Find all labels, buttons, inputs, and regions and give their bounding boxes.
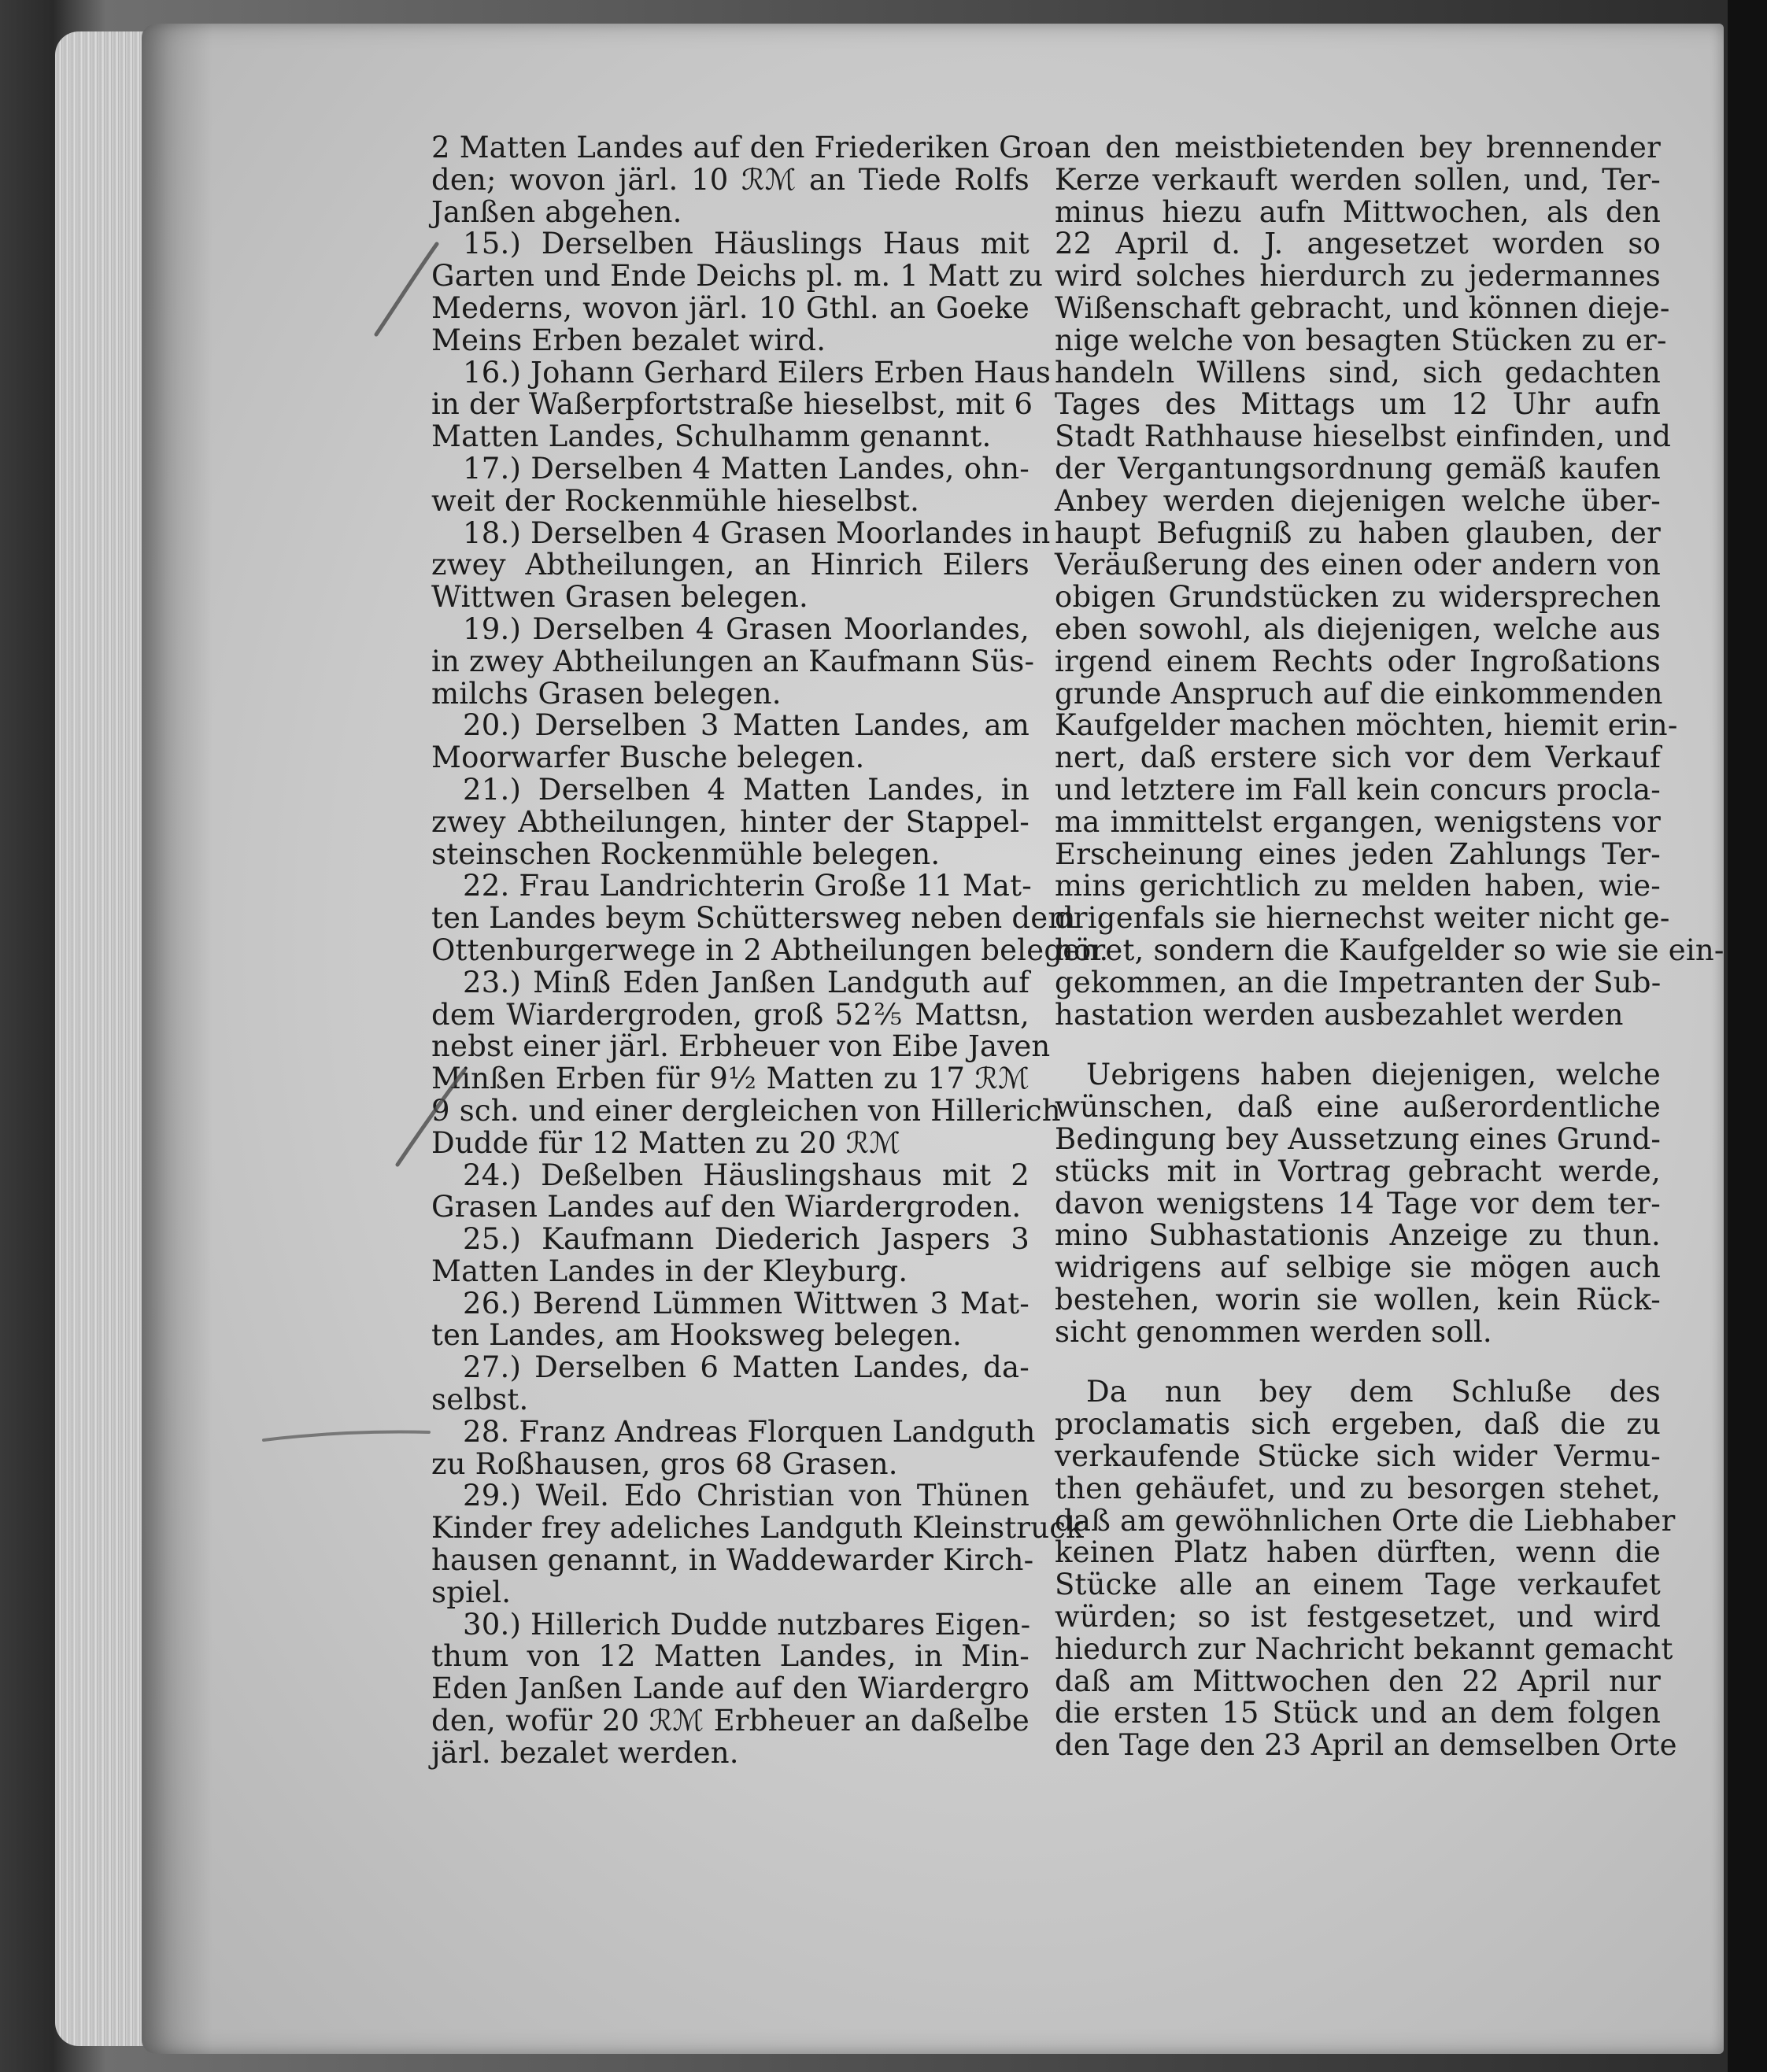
right-column-line: wünschen, daß eine außerordentliche bbox=[1055, 1090, 1661, 1125]
left-column-line: järl. bezalet werden. bbox=[431, 1735, 739, 1770]
left-column-line: Meins Erben bezalet wird. bbox=[431, 323, 826, 357]
right-column-line: Anbey werden diejenigen welche über- bbox=[1055, 483, 1661, 518]
left-column-line: 27.) Derselben 6 Matten Landes, da- bbox=[463, 1350, 1030, 1385]
scan-border bbox=[1728, 0, 1767, 2072]
left-column bbox=[431, 131, 1109, 1770]
right-column-line: Veräußerung des einen oder andern von bbox=[1055, 548, 1661, 582]
right-column-line: wird solches hierdurch zu jedermannes bbox=[1055, 259, 1661, 294]
right-column-line: Wißenschaft gebracht, und können dieje- bbox=[1055, 290, 1670, 325]
right-column-line: verkaufende Stücke sich wider Vermu- bbox=[1055, 1439, 1661, 1474]
left-column-line: 30.) Hillerich Dudde nutzbares Eigen- bbox=[463, 1607, 1031, 1642]
left-column-line: Matten Landes in der Kleyburg. bbox=[431, 1254, 908, 1288]
left-column-line: Mederns, wovon järl. 10 Gthl. an Goeke bbox=[431, 290, 1030, 325]
left-column-line: den; wovon järl. 10 ℛℳ an Tiede Rolfs bbox=[431, 162, 1030, 197]
right-column-line: Erscheinung eines jeden Zahlungs Ter- bbox=[1055, 837, 1661, 871]
left-column-line: Moorwarfer Busche belegen. bbox=[431, 741, 865, 775]
right-column-line: drigenfals sie hiernechst weiter nicht ge- bbox=[1055, 901, 1670, 936]
right-column-line: sicht genommen werden soll. bbox=[1055, 1314, 1492, 1349]
left-column-line: 19.) Derselben 4 Grasen Moorlandes, bbox=[463, 611, 1030, 646]
right-column-line: bestehen, worin sie wollen, kein Rück- bbox=[1055, 1282, 1661, 1317]
left-column-line: ten Landes, am Hooksweg belegen. bbox=[431, 1318, 962, 1353]
right-column-line: proclamatis sich ergeben, daß die zu bbox=[1055, 1407, 1661, 1442]
left-column-line: milchs Grasen belegen. bbox=[431, 676, 782, 711]
right-column-line: Uebrigens haben diejenigen, welche bbox=[1086, 1058, 1661, 1092]
left-column-line: 20.) Derselben 3 Matten Landes, am bbox=[463, 708, 1030, 743]
right-column-line: handeln Willens sind, sich gedachten bbox=[1055, 355, 1661, 390]
right-column-line: widrigens auf selbige sie mögen auch bbox=[1055, 1250, 1661, 1285]
right-column-line: würden; so ist festgesetzet, und wird bbox=[1055, 1600, 1661, 1634]
left-column-line: thum von 12 Matten Landes, in Min- bbox=[431, 1639, 1030, 1674]
right-column-line: daß am Mittwochen den 22 April nur bbox=[1055, 1664, 1661, 1698]
left-column-line: 9 sch. und einer dergleichen von Hillerich bbox=[431, 1093, 1061, 1128]
right-column-line: Stücke alle an einem Tage verkaufet bbox=[1055, 1568, 1661, 1602]
right-column-line: irgend einem Rechts oder Ingroßations bbox=[1055, 644, 1661, 678]
binding-shadow bbox=[142, 24, 213, 2054]
right-column-line: stücks mit in Vortrag gebracht werde, bbox=[1055, 1154, 1661, 1188]
left-column-line: 2 Matten Landes auf den Friederiken Gro- bbox=[431, 131, 1064, 164]
left-column-line: Janßen abgehen. bbox=[431, 194, 682, 229]
left-column-line: Ottenburgerwege in 2 Abtheilungen belegen. bbox=[431, 933, 1109, 967]
left-column-line: zwey Abtheilungen, hinter der Stappel- bbox=[431, 804, 1030, 839]
left-column-line: in der Waßerpfortstraße hieselbst, mit 6 bbox=[431, 387, 1033, 422]
left-column-line: 23.) Minß Eden Janßen Landguth auf bbox=[463, 965, 1030, 999]
right-column-line: Tages des Mittags um 12 Uhr aufn bbox=[1055, 387, 1661, 422]
right-column-line: Kaufgelder machen möchten, hiemit erin- bbox=[1055, 708, 1678, 743]
right-column-line: Da nun bey dem Schluße des bbox=[1086, 1375, 1661, 1409]
right-column-line: und letztere im Fall kein concurs procla- bbox=[1055, 772, 1661, 807]
left-column-line: 21.) Derselben 4 Matten Landes, in bbox=[463, 772, 1030, 807]
right-column-line: eben sowohl, als diejenigen, welche aus bbox=[1055, 611, 1661, 646]
right-column-line: die ersten 15 Stück und an dem folgen bbox=[1055, 1696, 1661, 1730]
right-column-line: den Tage den 23 April an demselben Orte bbox=[1055, 1728, 1677, 1763]
right-column-line: haupt Befugniß zu haben glauben, der bbox=[1055, 515, 1661, 550]
left-column-line: 22. Frau Landrichterin Große 11 Mat- bbox=[463, 869, 1032, 903]
left-column-line: 18.) Derselben 4 Grasen Moorlandes in bbox=[463, 515, 1051, 550]
left-column-line: zwey Abtheilungen, an Hinrich Eilers bbox=[431, 548, 1030, 582]
right-column-line: mins gerichtlich zu melden haben, wie- bbox=[1055, 869, 1661, 903]
left-column-line: ten Landes beym Schüttersweg neben dem bbox=[431, 901, 1076, 936]
right-column-line: Bedingung bey Aussetzung eines Grund- bbox=[1055, 1121, 1662, 1156]
left-column-line: nebst einer järl. Erbheuer von Eibe Javen bbox=[431, 1029, 1051, 1064]
right-column bbox=[1055, 131, 1724, 1763]
left-column-line: 29.) Weil. Edo Christian von Thünen bbox=[463, 1479, 1030, 1513]
left-column-line: zu Roßhausen, gros 68 Grasen. bbox=[431, 1446, 898, 1481]
right-column-line: nige welche von besagten Stücken zu er- bbox=[1055, 323, 1667, 357]
left-column-line: 15.) Derselben Häuslings Haus mit bbox=[463, 227, 1030, 261]
right-column-line: 22 April d. J. angesetzet worden so bbox=[1055, 227, 1661, 261]
left-column-line: 28. Franz Andreas Florquen Landguth bbox=[463, 1414, 1036, 1449]
left-column-line: weit der Rockenmühle hieselbst. bbox=[431, 483, 920, 518]
right-column-line: grunde Anspruch auf die einkommenden bbox=[1055, 676, 1663, 711]
right-column-line: hastation werden ausbezahlet werden bbox=[1055, 997, 1624, 1032]
right-column-line: gekommen, an die Impetranten der Sub- bbox=[1055, 965, 1662, 999]
left-column-line: steinschen Rockenmühle belegen. bbox=[431, 837, 941, 871]
left-column-line: Matten Landes, Schulhamm genannt. bbox=[431, 419, 992, 454]
paragraph-gap bbox=[1055, 1348, 1661, 1376]
right-column-line: Stadt Rathhause hieselbst einfinden, und bbox=[1055, 419, 1672, 454]
right-column-line: Kerze verkauft werden sollen, und, Ter- bbox=[1055, 162, 1661, 197]
left-column-line: Minßen Erben für 9½ Matten zu 17 ℛℳ bbox=[431, 1062, 1030, 1096]
right-column-line: then gehäufet, und zu besorgen stehet, bbox=[1055, 1471, 1661, 1505]
left-column-line: dem Wiardergroden, groß 52⅖ Mattsn, bbox=[431, 997, 1030, 1032]
right-column-line: hiedurch zur Nachricht bekannt gemacht bbox=[1055, 1631, 1673, 1666]
left-column-line: Kinder frey adeliches Landguth Kleinstruck bbox=[431, 1511, 1084, 1546]
right-column-line: ma immittelst ergangen, wenigstens vor bbox=[1055, 804, 1661, 839]
right-column-line: höret, sondern die Kaufgelder so wie sie ein- bbox=[1055, 933, 1724, 967]
left-column-line: Eden Janßen Lande auf den Wiardergro bbox=[431, 1671, 1030, 1706]
right-column-line: daß am gewöhnlichen Orte die Liebhaber bbox=[1055, 1503, 1676, 1538]
left-column-line: Garten und Ende Deichs pl. m. 1 Matt zu bbox=[431, 259, 1044, 294]
left-column-line: Dudde für 12 Matten zu 20 ℛℳ bbox=[431, 1125, 901, 1160]
left-column-line: spiel. bbox=[431, 1575, 512, 1609]
right-column-line: mino Subhastationis Anzeige zu thun. bbox=[1055, 1218, 1661, 1253]
right-column-line: an den meistbietenden bey brennender bbox=[1055, 131, 1661, 164]
left-column-line: 24.) Deßelben Häuslingshaus mit 2 bbox=[463, 1158, 1030, 1192]
left-column-line: Wittwen Grasen belegen. bbox=[431, 580, 808, 615]
left-column-line: 16.) Johann Gerhard Eilers Erben Haus bbox=[463, 355, 1052, 390]
right-column-line: nert, daß erstere sich vor dem Verkauf bbox=[1055, 741, 1661, 775]
right-column-line: keinen Platz haben dürften, wenn die bbox=[1055, 1535, 1661, 1570]
left-column-line: hausen genannt, in Waddewarder Kirch- bbox=[431, 1543, 1034, 1578]
left-column-line: selbst. bbox=[431, 1383, 529, 1417]
left-column-line: Grasen Landes auf den Wiardergroden. bbox=[431, 1190, 1022, 1224]
right-column-line: minus hiezu aufn Mittwochen, als den bbox=[1055, 194, 1661, 229]
paragraph-gap bbox=[1055, 1031, 1661, 1059]
left-column-line: 26.) Berend Lümmen Wittwen 3 Mat- bbox=[463, 1286, 1030, 1320]
left-column-line: in zwey Abtheilungen an Kaufmann Süs- bbox=[431, 644, 1035, 678]
left-column-line: den, wofür 20 ℛℳ Erbheuer an daßelbe bbox=[431, 1704, 1030, 1738]
left-column-line: 25.) Kaufmann Diederich Jaspers 3 bbox=[463, 1222, 1030, 1257]
left-column-line: 17.) Derselben 4 Matten Landes, ohn- bbox=[463, 451, 1030, 486]
right-column-line: der Vergantungsordnung gemäß kaufen bbox=[1055, 451, 1661, 486]
right-column-line: obigen Grundstücken zu widersprechen bbox=[1055, 580, 1661, 615]
right-column-line: davon wenigstens 14 Tage vor dem ter- bbox=[1055, 1186, 1661, 1221]
